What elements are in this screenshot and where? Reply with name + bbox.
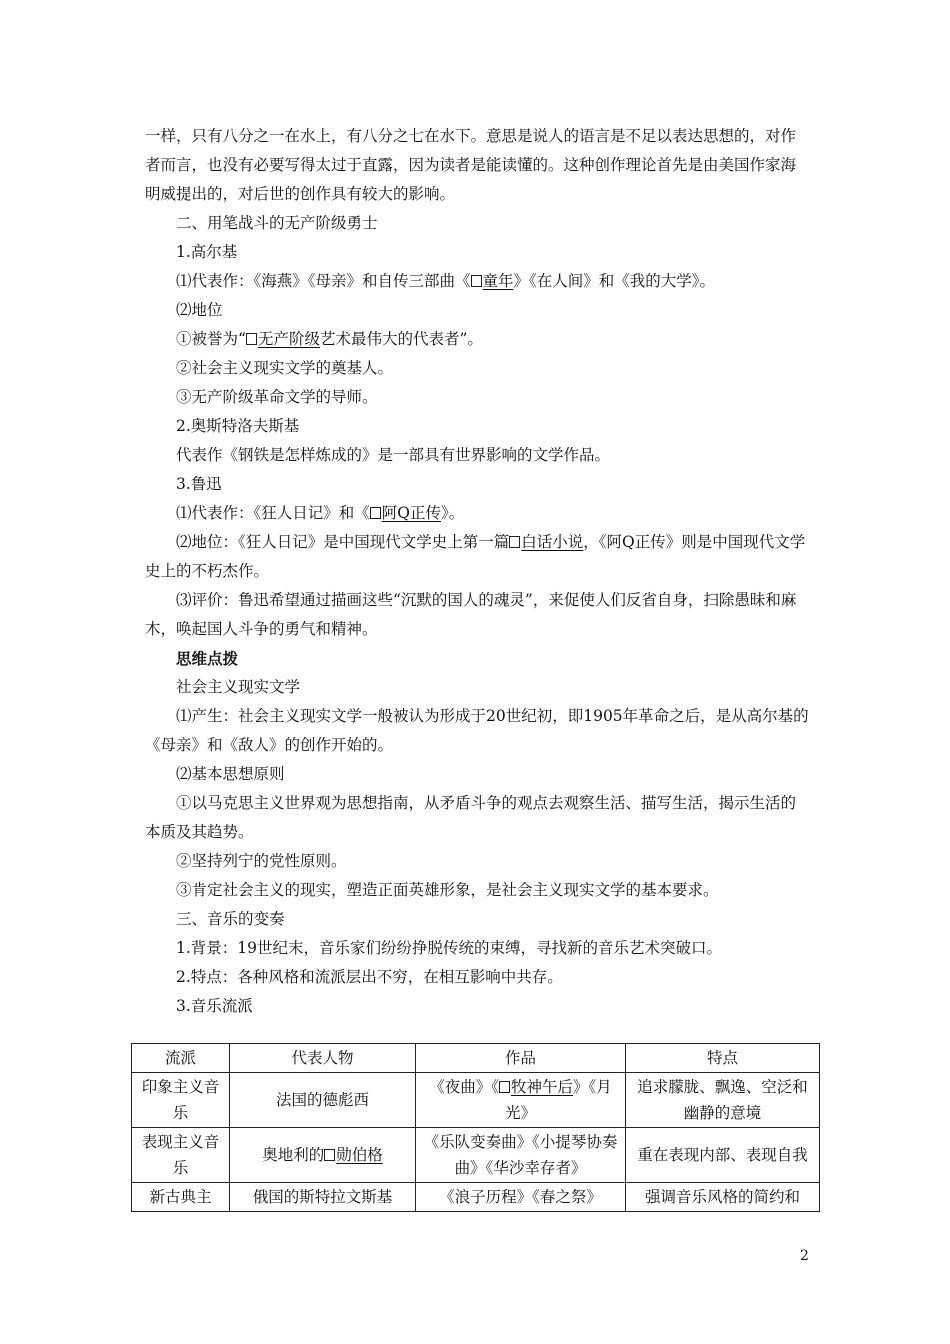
fill-blank: 无产阶级 — [246, 330, 320, 348]
person-cell: 奥地利的 勋伯格 — [230, 1128, 416, 1183]
table-row — [132, 1183, 820, 1212]
column-header: 代表人物 — [230, 1044, 416, 1073]
blank-box-icon — [499, 1081, 510, 1093]
luxun-status: ⑵地位：《狂人日记》是中国现代文学史上第一篇 白话小说，《阿Q正传》则是中国现代文学史上的不朽杰作。 — [145, 533, 806, 580]
person-cell: 俄国的斯特拉文斯基 — [230, 1183, 416, 1212]
school-cell: 印象主义音乐 — [132, 1073, 230, 1128]
thinking-tip-heading: 思维点拨 — [176, 649, 239, 668]
section-heading-proletarian-writers: 二、用笔战斗的无产阶级勇士 — [176, 214, 378, 232]
gorky-status-heading: ⑵地位 — [176, 301, 223, 319]
person-cell: 法国的德彪西 — [230, 1073, 416, 1128]
blank-box-icon — [471, 275, 482, 287]
blank-box-icon — [324, 1149, 335, 1161]
blank-box-icon — [509, 536, 520, 548]
gorky-status-3: ③无产阶级革命文学的导师。 — [176, 388, 378, 406]
section-heading-music: 三、音乐的变奏 — [176, 910, 285, 928]
tip-title: 社会主义现实文学 — [176, 678, 301, 696]
tip-principle-1: ①以马克思主义世界观为思想指南，从矛盾斗争的观点去观察生活、描写生活，揭示生活的本质及其趋势。 — [145, 794, 797, 841]
fill-blank: 牧神午后 — [499, 1078, 573, 1096]
tip-principle-heading: ⑵基本思想原则 — [176, 765, 285, 783]
music-features: 2.特点：各种风格和流派层出不穷，在相互影响中共存。 — [176, 968, 563, 986]
fill-blank: 白话小说 — [509, 533, 583, 551]
tip-principle-3: ③肯定社会主义的现实，塑造正面英雄形象，是社会主义现实文学的基本要求。 — [176, 881, 719, 899]
music-background: 1.背景：19世纪末，音乐家们纷纷挣脱传统的束缚，寻找新的音乐艺术突破口。 — [176, 939, 723, 957]
gorky-status-2: ②社会主义现实文学的奠基人。 — [176, 359, 394, 377]
column-header: 特点 — [626, 1044, 820, 1073]
page-number: 2 — [800, 1248, 809, 1264]
ostrovsky-text: 代表作《钢铁是怎样炼成的》是一部具有世界影响的文学作品。 — [176, 446, 611, 464]
feature-cell: 强调音乐风格的简约和 — [626, 1183, 820, 1212]
body-text — [145, 122, 810, 1021]
table-header-row — [132, 1044, 820, 1073]
tip-principle-2: ②坚持列宁的党性原则。 — [176, 852, 347, 870]
feature-cell: 追求朦胧、飘逸、空泛和幽静的意境 — [626, 1073, 820, 1128]
works-cell: 《乐队变奏曲》《小提琴协奏曲》《华沙幸存者》 — [416, 1128, 626, 1183]
fill-blank: 勋伯格 — [324, 1146, 383, 1164]
works-cell: 《夜曲》《 牧神午后》《月光》 — [416, 1073, 626, 1128]
gorky-status-1: ①被誉为“ 无产阶级艺术最伟大的代表者”。 — [176, 330, 483, 348]
table-row — [132, 1073, 820, 1128]
luxun-evaluation: ⑶评价：鲁迅希望通过描画这些“沉默的国人的魂灵”，来促使人们反省自身，扫除愚昧和麻木，唤起国人斗争的勇气和精神。 — [145, 591, 797, 638]
fill-blank: 阿Q正传 — [370, 504, 441, 522]
music-schools-heading: 3.音乐流派 — [176, 997, 253, 1015]
subheading-luxun: 3.鲁迅 — [176, 475, 222, 493]
school-cell: 表现主义音乐 — [132, 1128, 230, 1183]
fill-blank: 童年 — [471, 272, 514, 290]
subheading-ostrovsky: 2.奥斯特洛夫斯基 — [176, 417, 300, 435]
column-header: 流派 — [132, 1044, 230, 1073]
paragraph-iceberg: 一样，只有八分之一在水上，有八分之七在水下。意思是说人的语言是不足以表达思想的，对作者而言，也没有必要写得太过于直露，因为读者是能读懂的。这种创作理论首先是由美国作家海明威提出的，对后世的创作具有较大的影响。 — [145, 127, 797, 203]
blank-box-icon — [246, 333, 257, 345]
music-schools-table — [131, 1043, 820, 1212]
column-header: 作品 — [416, 1044, 626, 1073]
works-cell: 《浪子历程》《春之祭》 — [416, 1183, 626, 1212]
blank-box-icon — [370, 507, 381, 519]
school-cell: 新古典主 — [132, 1183, 230, 1212]
subheading-gorky: 1.高尔基 — [176, 243, 238, 261]
table-row — [132, 1128, 820, 1183]
gorky-works: ⑴代表作：《海燕》《母亲》和自传三部曲《 童年》《在人间》和《我的大学》。 — [176, 272, 716, 290]
luxun-works: ⑴代表作：《狂人日记》和《 阿Q正传》。 — [176, 504, 465, 522]
tip-origin: ⑴产生：社会主义现实文学一般被认为形成于20世纪初，即1905年革命之后，是从高尔基的《母亲》和《敌人》的创作开始的。 — [145, 707, 809, 754]
feature-cell: 重在表现内部、表现自我 — [626, 1128, 820, 1183]
